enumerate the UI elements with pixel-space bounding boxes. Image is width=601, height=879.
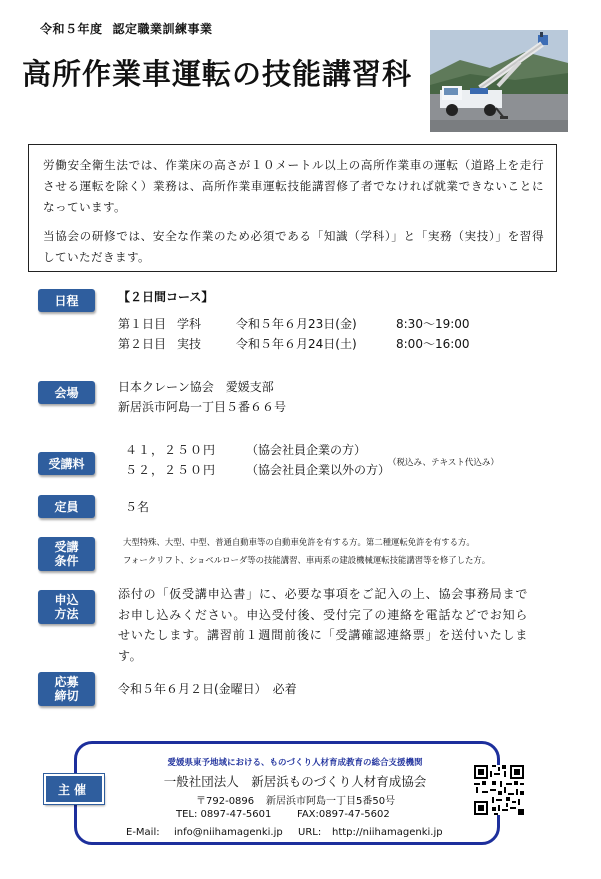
deadline-label-line2: 締切 — [54, 689, 79, 703]
day-time: 8:00～16:00 — [396, 337, 470, 351]
sponsor-postal: 〒792-0896 — [196, 796, 255, 807]
sponsor-email-label: E-Mail: — [126, 827, 160, 838]
day-time: 8:30～19:00 — [396, 317, 470, 331]
sponsor-tagline: 愛媛県東予地域における、ものづくり人材育成教育の総合支援機関 — [167, 758, 423, 768]
schedule-row — [118, 315, 470, 332]
program-type: 認定職業訓練事業 — [112, 22, 213, 36]
sponsor-tel: TEL: 0897-47-5601 — [176, 809, 272, 820]
sponsor-address: 新居浜市阿島一丁目5番50号 — [266, 796, 396, 807]
application-label-line1: 申込 — [54, 593, 79, 607]
application-label — [38, 590, 95, 624]
venue-label: 会場 — [38, 381, 95, 404]
fee-nonmember-note: （協会社員企業以外の方） — [246, 463, 391, 477]
venue-name: 日本クレーン協会 愛媛支部 — [118, 380, 274, 394]
intro-box — [28, 144, 557, 272]
venue-address: 新居浜市阿島一丁目５番６６号 — [118, 400, 287, 414]
fee-label: 受講料 — [38, 452, 95, 475]
fee-tax-note: （税込み、テキスト代込み） — [388, 458, 499, 468]
intro-paragraph-2: 当協会の研修では、安全な作業のため必須である「知識（学科）」と「実務（実技）」を習得していただきます。 — [43, 229, 544, 264]
fee-member-note: （協会社員企業の方） — [246, 443, 367, 457]
fee-member-price: ４１，２５０円 — [125, 443, 217, 457]
day-date: 令和５年６月23日(金) — [236, 317, 357, 331]
application-label-line2: 方法 — [54, 607, 79, 621]
conditions-label — [38, 537, 95, 571]
condition-line-1: 大型特殊、大型、中型、普通自動車等の自動車免許を有する方。第二種運転免許を有する方。 — [123, 537, 475, 547]
deadline-label-line1: 応募 — [54, 675, 79, 689]
sponsor-label: 主催 — [44, 774, 104, 804]
capacity-value: ５名 — [125, 500, 150, 514]
schedule-row — [118, 335, 470, 352]
day-label: 第１日目 — [118, 317, 167, 331]
schedule-label: 日程 — [38, 289, 95, 312]
conditions-label-line1: 受講 — [54, 540, 79, 554]
sponsor-fax: FAX:0897-47-5602 — [297, 809, 390, 820]
fiscal-year: 令和５年度 — [40, 22, 103, 36]
sponsor-url-label: URL: — [298, 827, 322, 838]
intro-paragraph-1: 労働安全衛生法では、作業床の高さが１０メートル以上の高所作業車の運転（道路上を走行させる運転を除く）業務は、高所作業車運転技能講習修了者でなければ就業できないことになっています。 — [43, 158, 544, 214]
aerial-work-platform-photo — [430, 30, 576, 132]
conditions-label-line2: 条件 — [54, 554, 79, 568]
deadline-label — [38, 672, 95, 706]
sponsor-org-name: 一般社団法人 新居浜ものづくり人材育成協会 — [163, 774, 427, 789]
page-title: 高所作業車運転の技能講習科 — [22, 57, 413, 91]
day-type: 実技 — [177, 337, 202, 351]
sponsor-url[interactable]: http://niihamagenki.jp — [332, 827, 443, 838]
course-name: 【２日間コース】 — [118, 290, 214, 304]
fee-nonmember-price: ５２，２５０円 — [125, 463, 217, 477]
day-type: 学科 — [177, 317, 202, 331]
qr-code-icon — [474, 765, 524, 815]
header-subtitle — [40, 20, 213, 37]
application-text: 添付の「仮受講申込書」に、必要な事項をご記入の上、協会事務局までお申し込みください。申込受付後、受付完了の連絡を電話などでお知らせいたします。講習前１週間前後に「受講確認連絡票」を送付いたします。 — [118, 587, 528, 663]
sponsor-email[interactable]: info@niihamagenki.jp — [174, 827, 283, 838]
day-label: 第２日目 — [118, 337, 167, 351]
capacity-label: 定員 — [38, 495, 95, 518]
day-date: 令和５年６月24日(土) — [236, 337, 357, 351]
condition-line-2: フォークリフト、ショベルローダ等の技能講習、車両系の建設機械運転技能講習等を修了した方。 — [123, 555, 491, 565]
deadline-value: 令和５年６月２日(金曜日） 必着 — [118, 682, 297, 696]
